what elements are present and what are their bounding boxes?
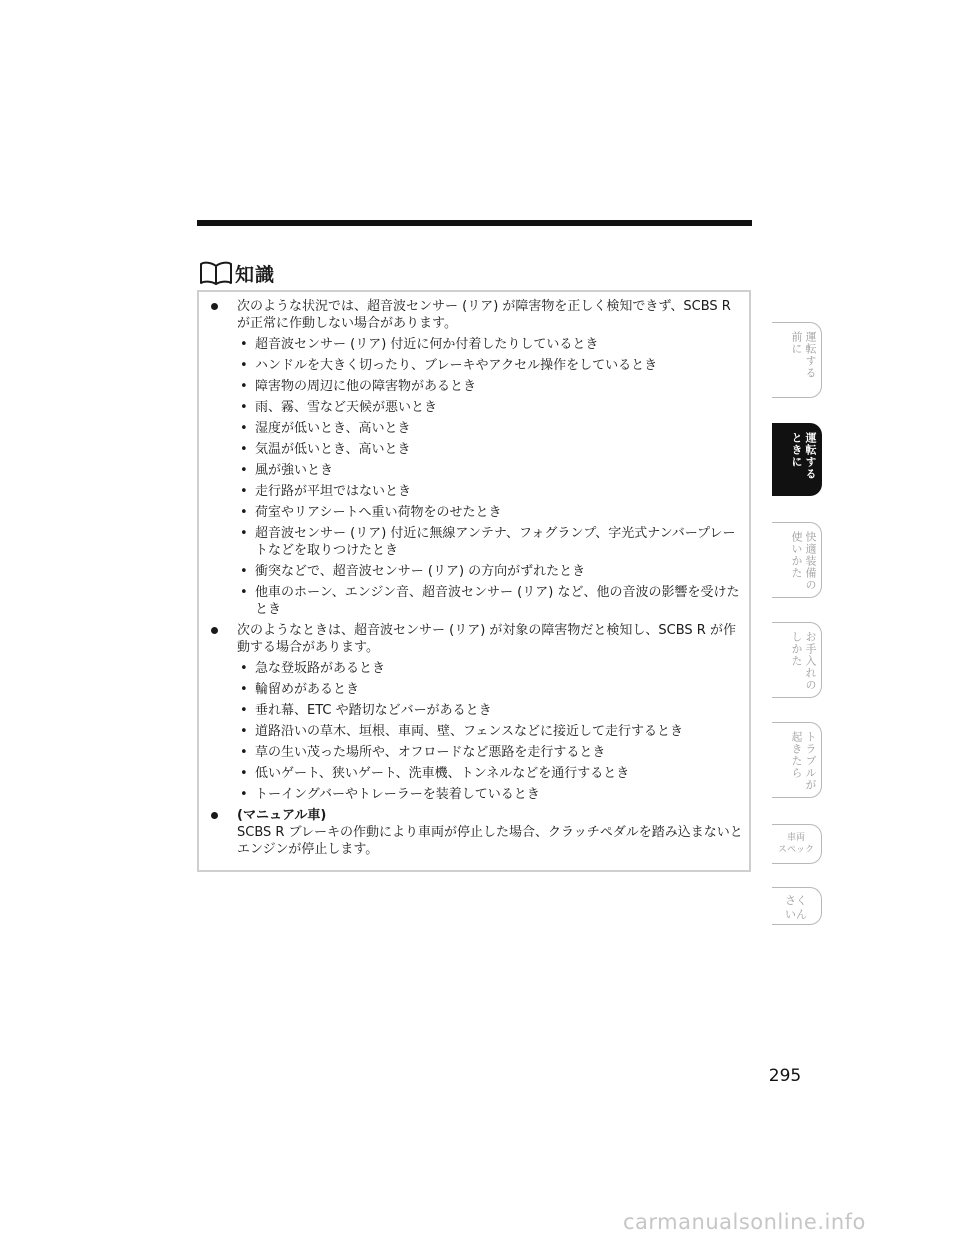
sub-item: • 障害物の周辺に他の障害物があるとき — [240, 379, 477, 394]
list-item — [207, 622, 747, 656]
sub-bullet: • — [240, 703, 248, 718]
sub-list — [207, 336, 747, 618]
sub-item: • 衝突などで、超音波センサー (リア) の方向がずれたとき — [240, 564, 586, 579]
sub-item: • 超音波センサー (リア) 付近に無線アンテナ、フォグランプ、字光式ナンバープレートなどを取りつけたとき — [240, 526, 736, 558]
sub-item: • 超音波センサー (リア) 付近に何か付着したりしているとき — [240, 337, 599, 352]
tab-troubleshooting[interactable]: トラブルが 起きたら — [772, 722, 822, 798]
sub-item: • 走行路が平坦ではないとき — [240, 484, 412, 499]
bullet-dot — [211, 812, 218, 819]
sub-bullet: • — [240, 745, 248, 760]
sub-item: • 道路沿いの草木、垣根、車両、壁、フェンスなどに接近して走行するとき — [240, 724, 683, 739]
bullet-dot — [211, 627, 218, 634]
item-text: 次のような状況では、超音波センサー (リア) が障害物を正しく検知できず、SCBS R が正常に作動しない場合があります。 — [237, 299, 731, 331]
item-heading: (マニュアル車) — [237, 808, 327, 823]
sub-bullet: • — [240, 463, 248, 478]
sub-bullet: • — [240, 564, 248, 579]
sub-item: • 荷室やリアシートへ重い荷物をのせたとき — [240, 505, 502, 520]
sub-bullet: • — [240, 379, 248, 394]
page-number: 295 — [768, 1066, 802, 1086]
section-title: 知識 — [235, 263, 276, 286]
sub-item: • 急な登坂路があるとき — [240, 661, 386, 676]
section-heading — [199, 258, 275, 288]
sub-bullet: • — [240, 505, 248, 520]
sub-bullet: • — [240, 421, 248, 436]
tab-before-driving[interactable]: 運転する 前に — [772, 322, 822, 398]
sub-bullet: • — [240, 724, 248, 739]
sub-bullet: • — [240, 400, 248, 415]
item-text: SCBS R ブレーキの作動により車両が停止した場合、クラッチペダルを踏み込まないとエンジンが停止します。 — [237, 825, 743, 857]
sub-item: • トーイングバーやトレーラーを装着しているとき — [240, 787, 540, 802]
sub-item: • 垂れ幕、ETC や踏切などバーがあるとき — [240, 703, 492, 718]
sub-bullet: • — [240, 442, 248, 457]
sub-bullet: • — [240, 337, 248, 352]
sub-bullet: • — [240, 484, 248, 499]
sub-bullet: • — [240, 358, 248, 373]
bullet-dot — [211, 303, 218, 310]
sub-bullet: • — [240, 585, 248, 600]
item-text: 次のようなときは、超音波センサー (リア) が対象の障害物だと検知し、SCBS R が作動する場合があります。 — [237, 623, 736, 655]
sub-list — [207, 660, 747, 803]
sub-bullet: • — [240, 661, 248, 676]
tab-maintenance[interactable]: お手入れの しかた — [772, 622, 822, 698]
tab-while-driving[interactable]: 運転する ときに — [772, 423, 822, 496]
tab-comfort-equipment[interactable]: 快適装備の 使いかた — [772, 522, 822, 598]
sub-item: • 気温が低いとき、高いとき — [240, 442, 411, 457]
sub-bullet: • — [240, 766, 248, 781]
sub-bullet: • — [240, 682, 248, 697]
info-content — [207, 298, 747, 862]
tab-vehicle-specs[interactable]: 車両 スペック — [772, 824, 822, 864]
list-item — [207, 298, 747, 332]
sub-item: • 輪留めがあるとき — [240, 682, 360, 697]
sub-item: • 雨、霧、雪など天候が悪いとき — [240, 400, 438, 415]
top-rule — [197, 220, 752, 226]
list-item — [207, 807, 747, 858]
watermark: carmanualsonline.info — [623, 1210, 866, 1234]
tab-index[interactable]: さく いん — [772, 887, 822, 925]
sub-item: • 風が強いとき — [240, 463, 334, 478]
sub-bullet: • — [240, 787, 248, 802]
sub-item: • 低いゲート、狭いゲート、洗車機、トンネルなどを通行するとき — [240, 766, 630, 781]
sub-bullet: • — [240, 526, 248, 541]
book-icon — [199, 260, 233, 286]
sub-item: • 湿度が低いとき、高いとき — [240, 421, 411, 436]
sub-item: • ハンドルを大きく切ったり、ブレーキやアクセル操作をしているとき — [240, 358, 658, 373]
sub-item: • 草の生い茂った場所や、オフロードなど悪路を走行するとき — [240, 745, 606, 760]
sub-item: • 他車のホーン、エンジン音、超音波センサー (リア) など、他の音波の影響を受けたとき — [240, 585, 740, 617]
